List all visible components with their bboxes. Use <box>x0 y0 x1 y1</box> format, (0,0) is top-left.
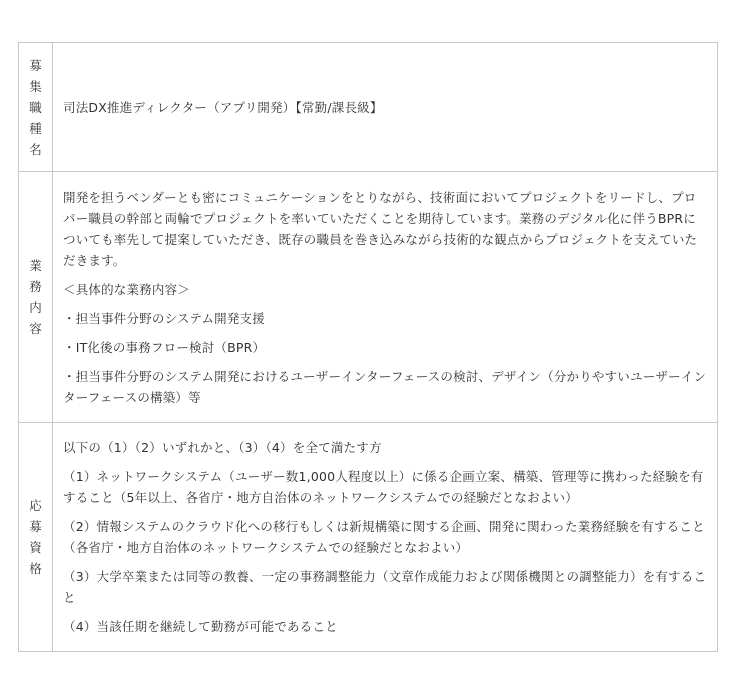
header-char: 務 <box>29 279 42 294</box>
duties-item: ・担当事件分野のシステム開発におけるユーザーインターフェースの検討、デザイン（分かりやすいユーザーインターフェースの構築）等 <box>63 368 707 405</box>
row-qualifications <box>19 423 718 652</box>
header-char: 名 <box>29 141 42 157</box>
header-char: 応 <box>29 498 42 513</box>
header-job-duties <box>19 172 53 423</box>
row-position-name <box>19 43 718 172</box>
job-duties-cell <box>53 172 718 423</box>
qualification-item: （1）ネットワークシステム（ユーザー数1,000人程度以上）に係る企画立案、構築、管理等に携わった経験を有すること（5年以上、各省庁・地方自治体のネットワークシステムでの経験だとなおよい） <box>63 469 704 505</box>
header-char: 内 <box>29 300 42 315</box>
duties-item: ・担当事件分野のシステム開発支援 <box>63 310 265 326</box>
row-job-duties <box>19 172 718 423</box>
job-description-table <box>18 42 718 652</box>
header-qualifications <box>19 423 53 652</box>
qualifications-intro: 以下の（1）（2）いずれかと、（3）（4）を全て満たす方 <box>63 440 382 455</box>
duties-overview: 開発を担うベンダーとも密にコミュニケーションをとりながら、技術面においてプロジェクトをリードし、プロパー職員の幹部と両輪でプロジェクトを率いていただくことを期待しています。業務のデジタル化に伴うBPRについても率先して提案していただき、既存の職員を巻き込みながら技術的な観点からプロジェクトを支えていただきます。 <box>63 189 698 268</box>
qualification-item: （2）情報システムのクラウド化への移行もしくは新規構築に関する企画、開発に関わった業務経験を有すること（各省庁・地方自治体のネットワークシステムでの経験だとなおよい） <box>63 519 705 555</box>
duties-subheading: ＜具体的な業務内容＞ <box>63 281 191 297</box>
header-char: 容 <box>29 321 42 336</box>
header-char: 業 <box>29 258 42 273</box>
qualification-item: （3）大学卒業または同等の教養、一定の事務調整能力（文章作成能力および関係機関との調整能力）を有すること <box>63 569 707 605</box>
header-char: 職 <box>29 99 42 115</box>
header-char: 格 <box>29 561 42 576</box>
position-name-cell <box>53 43 718 172</box>
header-char: 募 <box>29 57 42 73</box>
header-char: 集 <box>29 78 42 94</box>
header-char: 資 <box>29 540 42 555</box>
header-char: 募 <box>29 519 42 534</box>
duties-item: ・IT化後の事務フロー検討（BPR） <box>63 339 266 355</box>
header-position-name <box>19 43 53 172</box>
header-char: 種 <box>29 120 42 136</box>
qualification-item: （4）当該任期を継続して勤務が可能であること <box>63 619 338 634</box>
qualifications-cell <box>53 423 718 652</box>
position-name-text: 司法DX推進ディレクター（アプリ開発）【常勤/課長級】 <box>63 99 383 115</box>
